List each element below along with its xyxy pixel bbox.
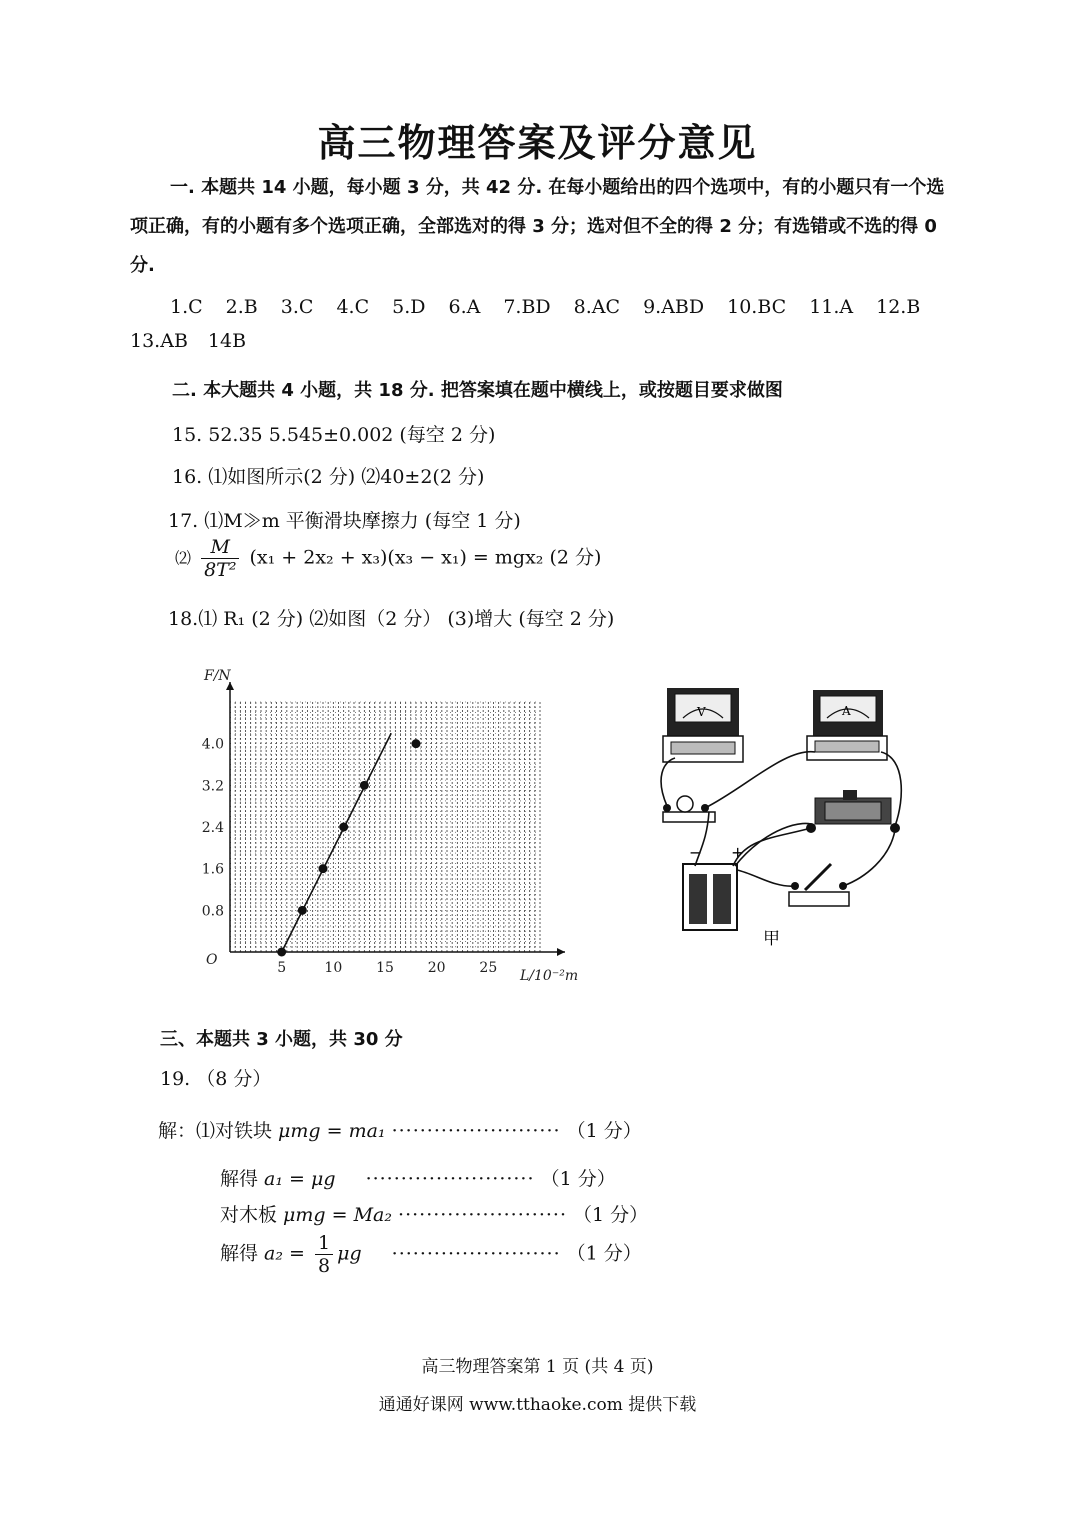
q19-sol4-numerator: 1 (315, 1232, 333, 1255)
q19-sol1-prefix: 解：⑴对铁块 (158, 1120, 279, 1142)
q19-sol3-leader: ························ (398, 1204, 567, 1226)
answer-item-8: 9.ABD (643, 296, 705, 318)
data-point (319, 864, 328, 873)
q19-sol4-rhs: μg (337, 1242, 362, 1265)
battery (683, 843, 744, 930)
q19-sol2-equation: a₁ = μg (264, 1168, 336, 1190)
answer-item-0: 1.C (170, 296, 203, 318)
q19-sol4-leader: ························ (391, 1242, 561, 1265)
voltmeter (663, 688, 743, 762)
knife-switch (789, 864, 849, 906)
answer-item-b-1: 14B (207, 330, 247, 352)
y-tick-label: 1.6 (201, 861, 224, 878)
q17-b-equation: (x₁ + 2x₂ + x₃)(x₃ − x₁) = mgx₂ (2 分) (249, 546, 602, 569)
q19-sol2-leader: ························ (365, 1168, 535, 1190)
q19-sol1-score: （1 分） (566, 1120, 642, 1142)
x-tick-label: 5 (277, 960, 287, 976)
section2-heading: 二. 本大题共 4 小题，共 18 分. 把答案填在题中横线上，或按题目要求做图 (172, 380, 783, 401)
q19-sol1-leader: ························ (391, 1120, 561, 1142)
light-bulb (663, 796, 715, 822)
ammeter (807, 690, 887, 760)
answers-row-2 (130, 330, 266, 352)
q19-sol4-denominator: 8 (318, 1255, 331, 1277)
q19-sol3-prefix: 对木板 (220, 1204, 284, 1226)
answer-item-10: 11.A (809, 296, 854, 318)
q18-answer: 18.⑴ R₁ (2 分) ⑵如图（2 分） (3)增大 (每空 2 分) (168, 608, 615, 630)
answer-item-5: 6.A (448, 296, 481, 318)
data-point (412, 739, 421, 748)
q17-b-prefix: ⑵ (175, 548, 192, 568)
page-title: 高三物理答案及评分意见 (317, 121, 758, 165)
q19-sol4-prefix: 解得 (220, 1242, 265, 1265)
answer-item-4: 5.D (392, 296, 426, 318)
voltmeter-symbol: V (697, 705, 706, 719)
answer-item-11: 12.B (876, 296, 921, 318)
q19-sol2-score: （1 分） (540, 1168, 616, 1190)
chart-ticks (202, 737, 498, 976)
q19-solution-line-2 (220, 1164, 616, 1191)
answer-item-3: 4.C (336, 296, 370, 318)
answer-item-1: 2.B (225, 296, 258, 318)
rheostat (806, 790, 900, 833)
chart-origin-label: O (206, 952, 218, 968)
q17-b-numerator: M (201, 536, 239, 559)
y-tick-label: 4.0 (201, 736, 224, 753)
q17-b-denominator: 8T² (204, 559, 237, 581)
y-tick-label: 2.4 (201, 820, 224, 836)
x-tick-label: 15 (376, 960, 394, 976)
source-footer: 通通好课网 www.tthaoke.com 提供下载 (378, 1395, 697, 1415)
chart-y-axis-label: F/N (204, 668, 231, 684)
q19-sol3-score: （1 分） (573, 1204, 649, 1226)
ammeter-symbol: A (842, 704, 851, 718)
q19-sol4-score: （1 分） (566, 1242, 642, 1265)
chart-x-axis-label: L/10⁻²m (520, 968, 579, 984)
page-footer: 高三物理答案第 1 页 (共 4 页) (421, 1357, 654, 1377)
battery-plus-label: + (731, 843, 745, 862)
circuit-diagram (655, 678, 915, 968)
answer-item-7: 8.AC (573, 296, 621, 318)
battery-minus-label: − (689, 843, 703, 862)
q17-answer-b (175, 536, 601, 581)
chart-grid (230, 702, 540, 952)
q19-solution-line-4 (220, 1232, 642, 1277)
q19-sol2-prefix: 解得 (220, 1168, 265, 1190)
y-tick-label: 3.2 (201, 778, 224, 795)
q19-sol4-lhs: a₂ = (264, 1242, 311, 1265)
q19-sol3-equation: μmg = Ma₂ (283, 1204, 392, 1226)
data-point (277, 948, 286, 957)
data-point (298, 906, 307, 915)
section3-heading: 三、本题共 3 小题，共 30 分 (160, 1029, 403, 1050)
x-tick-label: 25 (479, 960, 498, 976)
q19-sol4-fraction (315, 1232, 333, 1277)
x-axis-arrow (557, 948, 565, 956)
answers-row-1 (170, 296, 943, 318)
q19-solution-line-1 (158, 1116, 642, 1143)
q17-answer-a: 17. ⑴M≫m 平衡滑块摩擦力 (每空 1 分) (168, 510, 521, 532)
q19-solution-line-3 (220, 1200, 648, 1227)
q16-answer: 16. ⑴如图所示(2 分) ⑵40±2(2 分) (172, 466, 485, 488)
answer-item-2: 3.C (280, 296, 314, 318)
circuit-caption: 甲 (763, 929, 780, 949)
answer-item-9: 10.BC (727, 296, 787, 318)
q19-title: 19. （8 分） (160, 1068, 272, 1090)
force-length-chart (190, 660, 610, 990)
q15-answer: 15. 52.35 5.545±0.002 (每空 2 分) (172, 424, 496, 446)
section1-heading: 一. 本题共 14 小题，每小题 3 分，共 42 分. 在每小题给出的四个选项中，有的小题只有一个选项正确，有的小题有多个选项正确，全部选对的得 3 分；选对但不全的得 2 分；有选错或不选的得 0 分. (130, 177, 945, 276)
y-tick-label: 0.8 (201, 903, 224, 920)
q19-sol1-equation: μmg = ma₁ (278, 1120, 386, 1142)
x-tick-label: 20 (427, 960, 446, 976)
q17-b-fraction (201, 536, 239, 581)
data-point (339, 823, 348, 832)
answer-item-b-0: 13.AB (130, 330, 188, 352)
answer-item-6: 7.BD (503, 296, 551, 318)
data-point (360, 781, 369, 790)
x-tick-label: 10 (324, 960, 343, 976)
